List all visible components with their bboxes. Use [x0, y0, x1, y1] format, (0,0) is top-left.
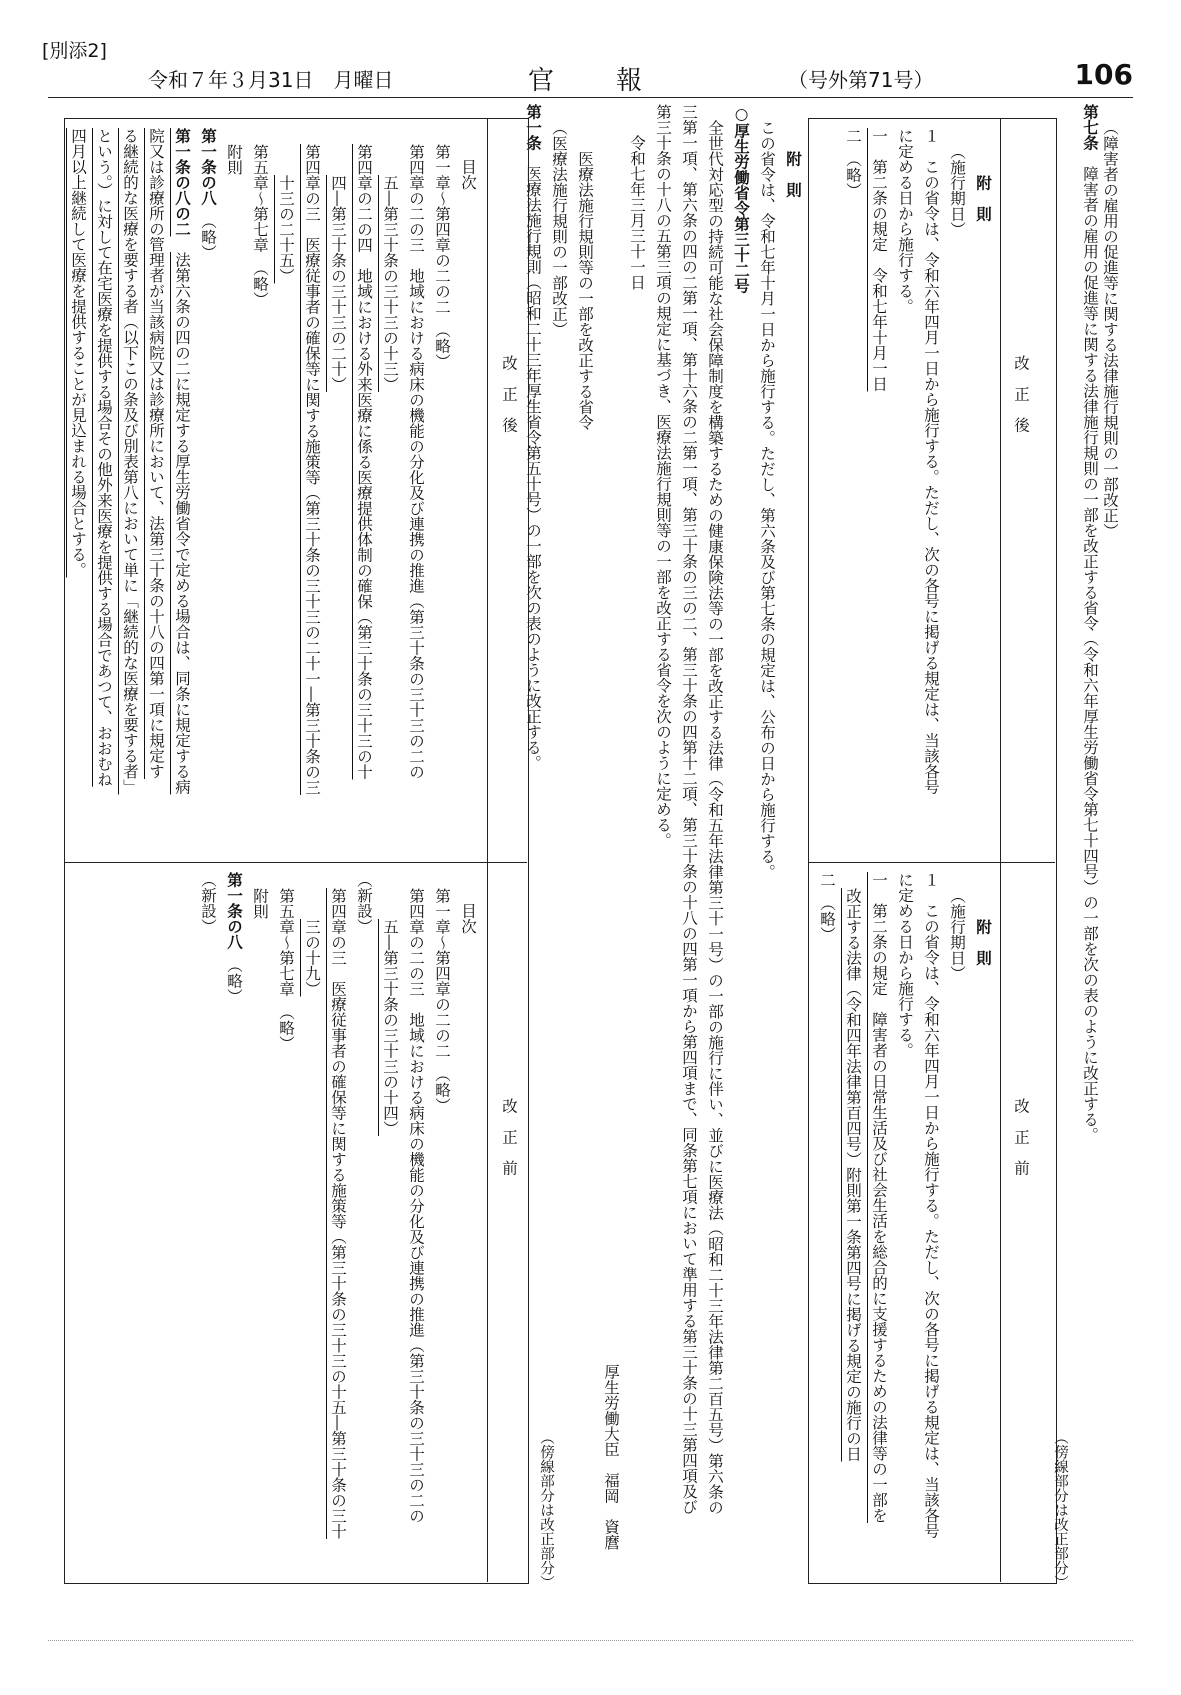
- table-a-after-text: [840, 128, 996, 853]
- preamble-line2: 三第一項、第六条の四の二第一項、第十六条の二第一項、第三十条の三の二、第三十条の四第十二項、第三十条の十八の四第一項から第四項まで、同条第七項において準用する第三十条の十三第四項及び: [680, 104, 698, 1515]
- table-a-before-label: 改 正 前: [1012, 1098, 1030, 1176]
- header-rule: [48, 97, 1133, 98]
- after-para1-line1: １ この省令は、令和六年四月一日から施行する。ただし、次の各号に掲げる規定は、当該各号: [922, 128, 940, 795]
- before-item1-line2: 改正する法律（令和四年法律第百四号）附則第一条第四号に掲げる規定の施行の日: [844, 887, 862, 1461]
- attachment-label: [別添2]: [42, 40, 107, 62]
- after-ch4-3-line1: 第四章の三 医療従事者の確保等に関する施策等（第三十条の三十三の二十一―第三十条の三: [303, 143, 321, 795]
- after-ch1: 第一章～第四章の二の二 （略）: [433, 143, 451, 369]
- page-number: 106: [1074, 58, 1133, 91]
- before-para1-line2: に定める日から施行する。: [896, 872, 914, 1058]
- table-b-label-rule: [487, 118, 488, 1582]
- before-item2: 二 （略）: [818, 872, 836, 942]
- article1-caption: （医療法施行規則の一部改正）: [550, 119, 568, 337]
- table-b-after-text: [65, 128, 481, 853]
- before-toc: 目次: [459, 903, 477, 934]
- after-art1-8-2-line1: 第一条の八の二 法第六条の四の二に規定する厚生労働省令で定める場合は、同条に規定する病: [173, 128, 192, 795]
- after-art1-8-body: （略）: [199, 221, 217, 260]
- table-a-label-rule: [1000, 118, 1001, 1582]
- table-a-divider: [808, 862, 1055, 863]
- ordinance-name: 医療法施行規則等の一部を改正する省令: [576, 150, 594, 430]
- after-suppl-title: 附 則: [974, 174, 993, 221]
- after-art1-8-2-line2: 院又は診療所の管理者が当該病院又は診療所において、法第三十条の十八の四第一項に規定す: [147, 128, 165, 779]
- preamble-line3: 第三十条の十八の五第三項の規定に基づき、医療法施行規則等の一部を改正する省令を次のように定める。: [654, 104, 672, 848]
- before-ch4-2-3-line2: 五―第三十条の三十三の十四）: [381, 918, 399, 1136]
- suppl-provision-title: 附 則: [784, 150, 803, 197]
- after-item2: 二 （略）: [844, 128, 862, 198]
- article7-body: 障害者の雇用の促進等に関する法律施行規則の一部を改正する省令（令和六年厚生労働省令第七十四号）の一部を次の表のように改正する。: [1081, 166, 1099, 1143]
- article7-caption: （障害者の雇用の促進等に関する法律施行規則の一部改正）: [1101, 119, 1119, 538]
- after-effective-caption: （施行期日）: [948, 143, 966, 237]
- after-ch5-7: 第五章～第七章 （略）: [251, 143, 269, 307]
- before-ch1: 第一章～第四章の二の二 （略）: [433, 887, 451, 1113]
- issue-number: （号外第71号）: [788, 68, 934, 92]
- table-a-after-label: 改 正 後: [1012, 355, 1030, 433]
- preamble-line1: 全世代対応型の持続可能な社会保障制度を構築するための健康保険法等の一部を改正する法律（令和五年法律第三十一号）の一部の施行に伴い、並びに医療法（昭和二十三年法律第二百五号）第六条の: [706, 119, 724, 1515]
- after-suppl: 附則: [225, 143, 243, 175]
- table-b-after-label: 改 正 後: [500, 355, 518, 433]
- suppl-provision-body: この省令は、令和七年十月一日から施行する。ただし、第六条及び第七条の規定は、公布の日から施行する。: [758, 119, 776, 879]
- before-new-chapter: （新設）: [355, 872, 373, 934]
- before-ch5-7: 第五章～第七章 （略）: [277, 887, 295, 1051]
- table-b-divider: [64, 862, 527, 863]
- table-b-before-label: 改 正 前: [500, 1098, 518, 1176]
- ordinance-column: [520, 104, 806, 1584]
- before-ch4-3-line1: 第四章の三 医療従事者の確保等に関する施策等（第三十条の三十三の十五―第三十条の三十: [329, 887, 347, 1539]
- article1-heading: 第一条: [524, 104, 543, 151]
- table-b-before-text: [195, 872, 481, 1577]
- minister-signature: 厚生労働大臣 福岡 資麿: [602, 1364, 620, 1550]
- table-a-note: （傍線部分は改正部分）: [1052, 1430, 1068, 1590]
- after-item1: 一 第二条の規定 令和七年十月一日: [870, 128, 888, 392]
- before-para1-line1: １ この省令は、令和六年四月一日から施行する。ただし、次の各号に掲げる規定は、当該各号: [922, 872, 940, 1539]
- after-art1-8-heading: 第一条の八: [199, 128, 218, 206]
- after-art1-8-2-line5: 四月以上継続して医療を提供することが見込まれる場合とする。: [69, 128, 87, 578]
- before-art1-8-body: （略）: [225, 965, 243, 1004]
- table-b-note: （傍線部分は改正部分）: [538, 1430, 554, 1590]
- before-ch4-3-line2: 三の十九）: [303, 918, 321, 996]
- before-art1-8-heading: 第一条の八: [225, 872, 244, 950]
- gazette-title: 官報: [528, 66, 705, 96]
- before-effective-caption: （施行期日）: [948, 887, 966, 981]
- issue-date: 令和７年３月31日 月曜日: [148, 68, 394, 92]
- before-ch4-2-3-line1: 第四章の二の三 地域における病床の機能の分化及び連携の推進（第三十条の三十三の二の: [407, 887, 425, 1523]
- after-para1-line2: に定める日から施行する。: [896, 128, 914, 314]
- after-ch4-2-3-line1: 第四章の二の三 地域における病床の機能の分化及び連携の推進（第三十条の三十三の二の: [407, 143, 425, 779]
- after-art1-8-2-line4: という。）に対して在宅医療を提供する場合その他外来医療を提供する場合であつて、おおむね: [95, 128, 113, 787]
- after-ch4-2-4-line2: 四―第三十条の三十三の二十）: [329, 174, 347, 392]
- article7-body-column: [1077, 104, 1103, 1474]
- before-new-article: （新設）: [199, 872, 217, 934]
- after-toc: 目次: [459, 159, 477, 190]
- table-a-before-text: [814, 872, 996, 1577]
- after-ch4-3-line2: 十三の二十五）: [277, 174, 295, 283]
- after-ch4-2-3-line2: 五―第三十条の三十三の十三）: [381, 174, 399, 392]
- before-suppl-title: 附 則: [974, 918, 993, 965]
- bottom-rule: [48, 1640, 1133, 1641]
- article7-heading: 第七条: [1081, 104, 1100, 151]
- after-art1-8-2-line3: る継続的な医療を要する者（以下この条及び別表第八において単に「継続的な医療を要する者」: [121, 128, 139, 795]
- before-item1-line1: 一 第二条の規定 障害者の日常生活及び社会生活を総合的に支援するための法律等の一部を: [870, 872, 888, 1523]
- before-suppl: 附則: [251, 887, 269, 919]
- gazette-header: [48, 58, 1133, 96]
- promulgation-date: 令和七年三月三十一日: [628, 135, 646, 290]
- after-ch4-2-4-line1: 第四章の二の四 地域における外来医療に係る医療提供体制の確保（第三十条の三十三の十: [355, 143, 373, 779]
- article1-body: 医療法施行規則（昭和二十三年厚生省令第五十号）の一部を次の表のように改正する。: [524, 166, 542, 771]
- ordinance-title: ○厚生労働省令第三十二号: [732, 104, 751, 294]
